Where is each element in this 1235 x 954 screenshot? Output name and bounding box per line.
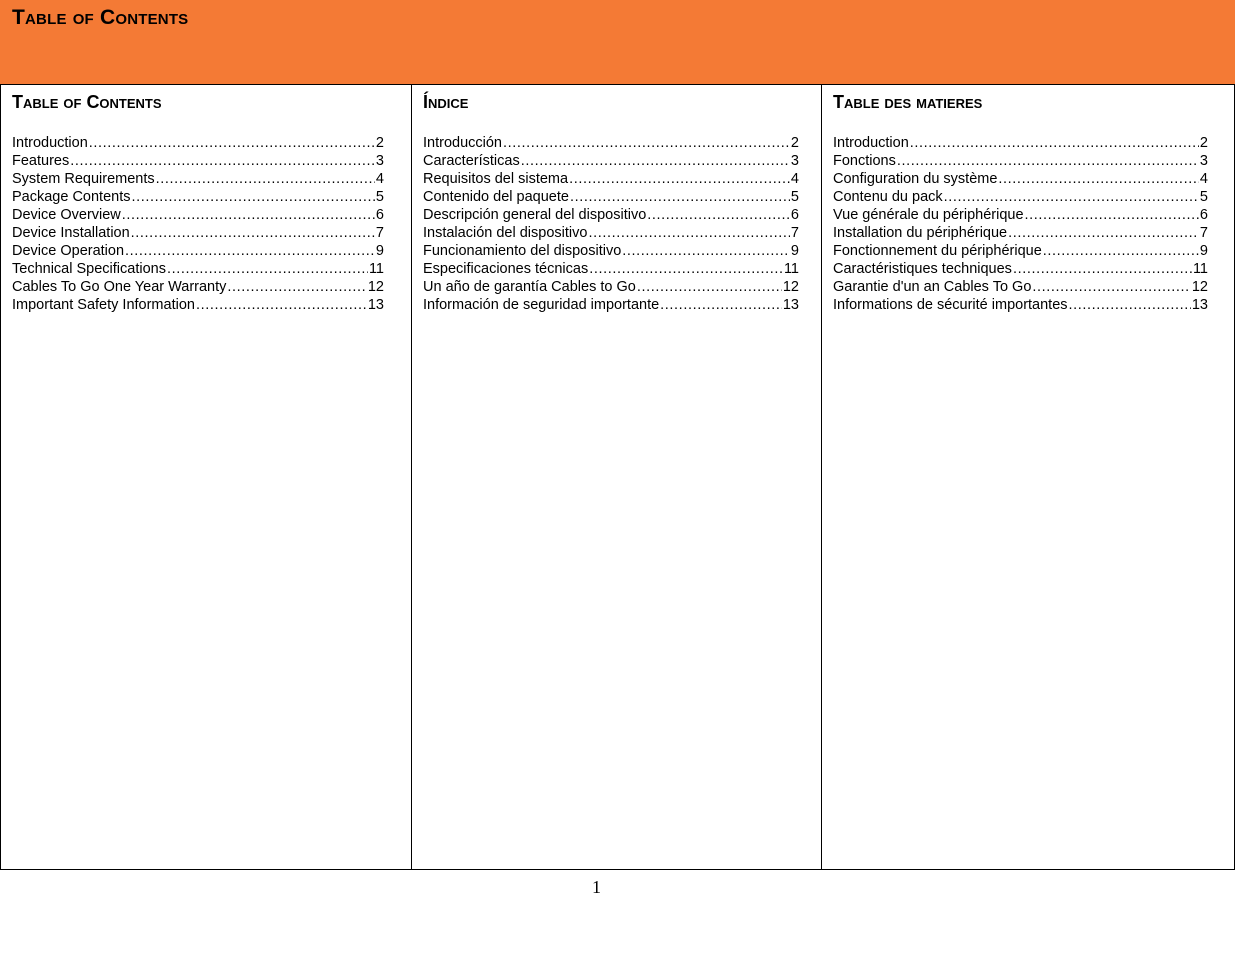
toc-column-spanish bbox=[412, 85, 822, 869]
dot-leader bbox=[132, 188, 375, 206]
dot-leader bbox=[167, 260, 368, 278]
toc-entry-label: Device Overview bbox=[12, 207, 121, 223]
toc-entry[interactable] bbox=[423, 296, 799, 314]
toc-entry-label: Garantie d'un an Cables To Go bbox=[833, 279, 1032, 295]
toc-entry-page: 5 bbox=[1199, 189, 1208, 205]
toc-entry-page: 2 bbox=[790, 135, 799, 151]
dot-leader bbox=[622, 242, 790, 260]
dot-leader bbox=[503, 134, 790, 152]
toc-entry-label: Fonctions bbox=[833, 153, 896, 169]
dot-leader bbox=[637, 278, 782, 296]
toc-entry-page: 11 bbox=[368, 261, 384, 277]
toc-entry-page: 9 bbox=[790, 243, 799, 259]
toc-entry[interactable] bbox=[833, 242, 1208, 260]
toc-entry[interactable] bbox=[12, 296, 384, 314]
dot-leader bbox=[1013, 260, 1192, 278]
header-banner bbox=[0, 0, 1235, 84]
toc-entry-page: 6 bbox=[375, 207, 384, 223]
toc-entry-page: 4 bbox=[1199, 171, 1208, 187]
toc-entry-page: 13 bbox=[367, 297, 384, 313]
dot-leader bbox=[647, 206, 790, 224]
toc-entry[interactable] bbox=[833, 188, 1208, 206]
dot-leader bbox=[89, 134, 375, 152]
toc-entry[interactable] bbox=[833, 278, 1208, 296]
toc-entry-label: Configuration du système bbox=[833, 171, 998, 187]
banner-title: Table of Contents bbox=[12, 6, 189, 29]
toc-entry-page: 7 bbox=[790, 225, 799, 241]
toc-entry[interactable] bbox=[12, 134, 384, 152]
toc-entry-page: 2 bbox=[1199, 135, 1208, 151]
toc-entry-label: Technical Specifications bbox=[12, 261, 166, 277]
dot-leader bbox=[1008, 224, 1199, 242]
toc-entry-page: 5 bbox=[790, 189, 799, 205]
dot-leader bbox=[570, 188, 790, 206]
dot-leader bbox=[569, 170, 790, 188]
toc-entry[interactable] bbox=[12, 206, 384, 224]
toc-entry[interactable] bbox=[12, 278, 384, 296]
dot-leader bbox=[998, 170, 1199, 188]
toc-entry-label: Introduction bbox=[833, 135, 909, 151]
dot-leader bbox=[125, 242, 375, 260]
toc-entry-label: Requisitos del sistema bbox=[423, 171, 569, 187]
dot-leader bbox=[70, 152, 375, 170]
toc-entry-page: 2 bbox=[375, 135, 384, 151]
toc-entry[interactable] bbox=[423, 188, 799, 206]
toc-entry-label: Funcionamiento del dispositivo bbox=[423, 243, 622, 259]
toc-entry[interactable] bbox=[833, 224, 1208, 242]
toc-entry[interactable] bbox=[423, 224, 799, 242]
toc-entry[interactable] bbox=[833, 296, 1208, 314]
toc-entry-page: 9 bbox=[375, 243, 384, 259]
toc-column-french bbox=[822, 85, 1234, 869]
dot-leader bbox=[589, 260, 783, 278]
toc-entry-label: Fonctionnement du périphérique bbox=[833, 243, 1042, 259]
toc-entry-label: Cables To Go One Year Warranty bbox=[12, 279, 227, 295]
dot-leader bbox=[196, 296, 367, 314]
toc-entry[interactable] bbox=[12, 152, 384, 170]
toc-entry-page: 12 bbox=[1191, 279, 1208, 295]
toc-entry-label: System Requirements bbox=[12, 171, 155, 187]
toc-entry-page: 3 bbox=[790, 153, 799, 169]
toc-entry[interactable] bbox=[833, 152, 1208, 170]
page-number: 1 bbox=[592, 877, 601, 897]
dot-leader bbox=[122, 206, 375, 224]
dot-leader bbox=[660, 296, 782, 314]
toc-entry-label: Características bbox=[423, 153, 520, 169]
toc-entry-label: Un año de garantía Cables to Go bbox=[423, 279, 636, 295]
toc-entry-page: 4 bbox=[790, 171, 799, 187]
toc-entry-label: Features bbox=[12, 153, 70, 169]
dot-leader bbox=[1032, 278, 1190, 296]
toc-entry-label: Device Installation bbox=[12, 225, 130, 241]
toc-column-english bbox=[1, 85, 412, 869]
dot-leader bbox=[156, 170, 375, 188]
toc-entry[interactable] bbox=[423, 242, 799, 260]
toc-entry-label: Introduction bbox=[12, 135, 88, 151]
column-title: Índice bbox=[423, 92, 469, 112]
dot-leader bbox=[1025, 206, 1199, 224]
toc-list bbox=[12, 134, 384, 314]
toc-entry-label: Especificaciones técnicas bbox=[423, 261, 589, 277]
toc-entry[interactable] bbox=[833, 206, 1208, 224]
toc-entry[interactable] bbox=[12, 242, 384, 260]
toc-entry-page: 12 bbox=[782, 279, 799, 295]
toc-entry-page: 12 bbox=[367, 279, 384, 295]
toc-entry-page: 5 bbox=[375, 189, 384, 205]
toc-entry[interactable] bbox=[12, 170, 384, 188]
toc-entry[interactable] bbox=[833, 134, 1208, 152]
dot-leader bbox=[897, 152, 1199, 170]
toc-entry-label: Contenido del paquete bbox=[423, 189, 569, 205]
toc-entry[interactable] bbox=[423, 278, 799, 296]
toc-entry-label: Descripción general del dispositivo bbox=[423, 207, 647, 223]
toc-entry-page: 9 bbox=[1199, 243, 1208, 259]
dot-leader bbox=[227, 278, 366, 296]
toc-entry-label: Important Safety Information bbox=[12, 297, 195, 313]
toc-entry-label: Device Operation bbox=[12, 243, 125, 259]
toc-entry[interactable] bbox=[423, 152, 799, 170]
toc-list bbox=[833, 134, 1208, 314]
dot-leader bbox=[1043, 242, 1199, 260]
dot-leader bbox=[131, 224, 375, 242]
toc-entry-page: 13 bbox=[782, 297, 799, 313]
toc-entry-page: 3 bbox=[1199, 153, 1208, 169]
toc-entry-page: 13 bbox=[1191, 297, 1208, 313]
toc-entry[interactable] bbox=[833, 170, 1208, 188]
toc-entry-label: Introducción bbox=[423, 135, 502, 151]
toc-entry-label: Vue générale du périphérique bbox=[833, 207, 1024, 223]
dot-leader bbox=[588, 224, 789, 242]
toc-entry[interactable] bbox=[423, 260, 799, 278]
column-title: Table of Contents bbox=[12, 92, 162, 112]
toc-entry[interactable] bbox=[423, 170, 799, 188]
toc-entry[interactable] bbox=[423, 206, 799, 224]
toc-entry-page: 4 bbox=[375, 171, 384, 187]
toc-list bbox=[423, 134, 799, 314]
dot-leader bbox=[910, 134, 1199, 152]
toc-entry[interactable] bbox=[12, 188, 384, 206]
toc-entry-page: 11 bbox=[1192, 261, 1208, 277]
toc-entry-label: Contenu du pack bbox=[833, 189, 943, 205]
toc-entry-page: 3 bbox=[375, 153, 384, 169]
toc-entry-label: Instalación del dispositivo bbox=[423, 225, 588, 241]
toc-entry[interactable] bbox=[833, 260, 1208, 278]
toc-entry[interactable] bbox=[423, 134, 799, 152]
toc-entry-page: 7 bbox=[375, 225, 384, 241]
toc-entry-page: 7 bbox=[1199, 225, 1208, 241]
toc-entry-page: 11 bbox=[783, 261, 799, 277]
toc-columns bbox=[0, 84, 1235, 870]
dot-leader bbox=[521, 152, 790, 170]
toc-entry-page: 6 bbox=[790, 207, 799, 223]
toc-entry[interactable] bbox=[12, 260, 384, 278]
toc-entry[interactable] bbox=[12, 224, 384, 242]
column-title: Table des matieres bbox=[833, 92, 983, 112]
toc-entry-label: Informations de sécurité importantes bbox=[833, 297, 1068, 313]
dot-leader bbox=[1069, 296, 1191, 314]
toc-entry-label: Package Contents bbox=[12, 189, 131, 205]
dot-leader bbox=[944, 188, 1199, 206]
toc-entry-page: 6 bbox=[1199, 207, 1208, 223]
toc-entry-label: Installation du périphérique bbox=[833, 225, 1008, 241]
toc-entry-label: Información de seguridad importante bbox=[423, 297, 660, 313]
toc-entry-label: Caractéristiques techniques bbox=[833, 261, 1012, 277]
